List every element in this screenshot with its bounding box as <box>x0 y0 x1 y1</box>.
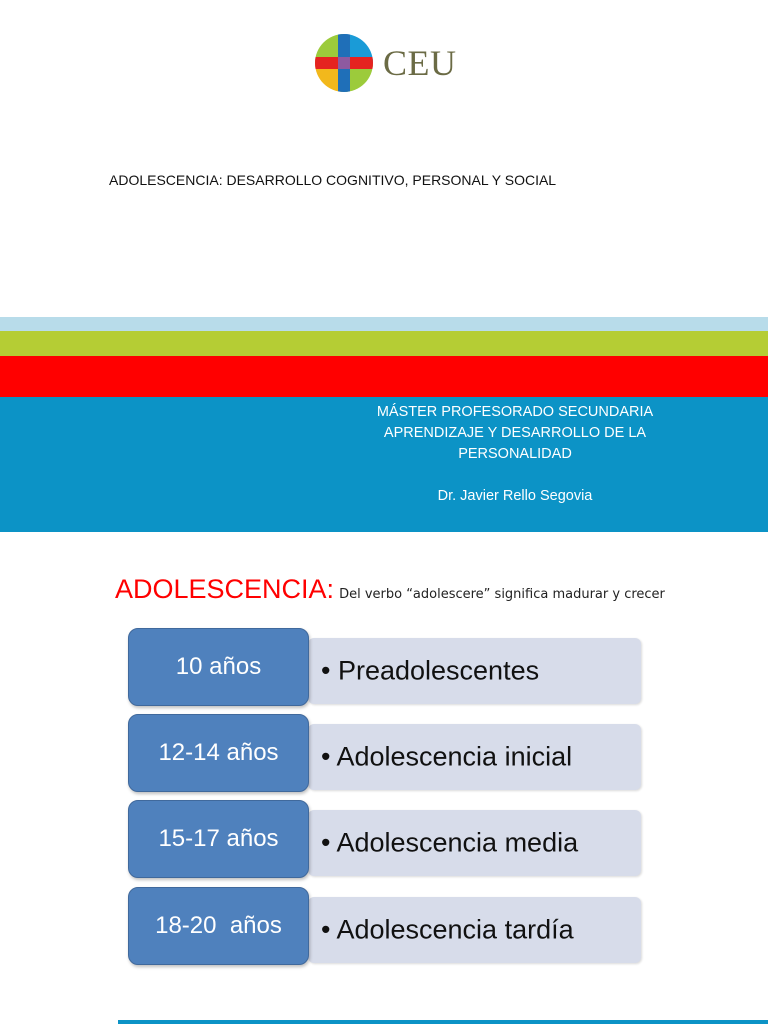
stage-age-box <box>128 628 309 706</box>
program-line-2: APRENDIZAJE Y DESARROLLO DE LA <box>383 425 647 441</box>
slide-heading <box>115 574 665 605</box>
ceu-emblem-icon <box>314 33 374 93</box>
bottom-divider <box>118 1020 768 1024</box>
stage-label: • Adolescencia tardía <box>321 914 574 945</box>
author-name: Dr. Javier Rello Segovia <box>437 488 593 504</box>
heading-word: ADOLESCENCIA: <box>115 574 335 604</box>
stage-label: • Adolescencia media <box>321 827 579 858</box>
stripe-light-blue <box>0 317 768 331</box>
stage-age: 10 años <box>175 653 262 680</box>
stage-description-box <box>308 810 641 876</box>
stage-age-box <box>128 800 309 878</box>
program-line-1: MÁSTER PROFESORADO SECUNDARIA <box>376 404 654 420</box>
logo-text: CEU <box>383 43 457 83</box>
stage-age-box <box>128 887 309 965</box>
stage-row <box>128 800 642 878</box>
stage-age-box <box>128 714 309 792</box>
program-line-3: PERSONALIDAD <box>458 446 572 462</box>
stage-row <box>128 714 642 792</box>
heading-definition: Del verbo “adolescere” significa madurar y crecer <box>339 587 665 602</box>
presentation-title: ADOLESCENCIA: DESARROLLO COGNITIVO, PERSONAL Y SOCIAL <box>109 172 557 188</box>
stage-label: • Preadolescentes <box>321 655 540 686</box>
stripe-green <box>0 331 768 356</box>
content-slide <box>0 532 768 1024</box>
ceu-logo <box>314 33 457 93</box>
stage-age: 12-14 años <box>158 739 279 766</box>
stripe-red <box>0 356 768 397</box>
stage-label: • Adolescencia inicial <box>321 741 573 772</box>
stage-age: 15-17 años <box>158 825 279 852</box>
stage-description-box <box>308 897 641 963</box>
stage-description-box <box>308 724 641 790</box>
stage-age: 18-20 años <box>155 912 282 939</box>
program-info <box>360 402 670 507</box>
stage-description-box <box>308 638 641 704</box>
stage-row <box>128 887 642 965</box>
stage-row <box>128 628 642 706</box>
